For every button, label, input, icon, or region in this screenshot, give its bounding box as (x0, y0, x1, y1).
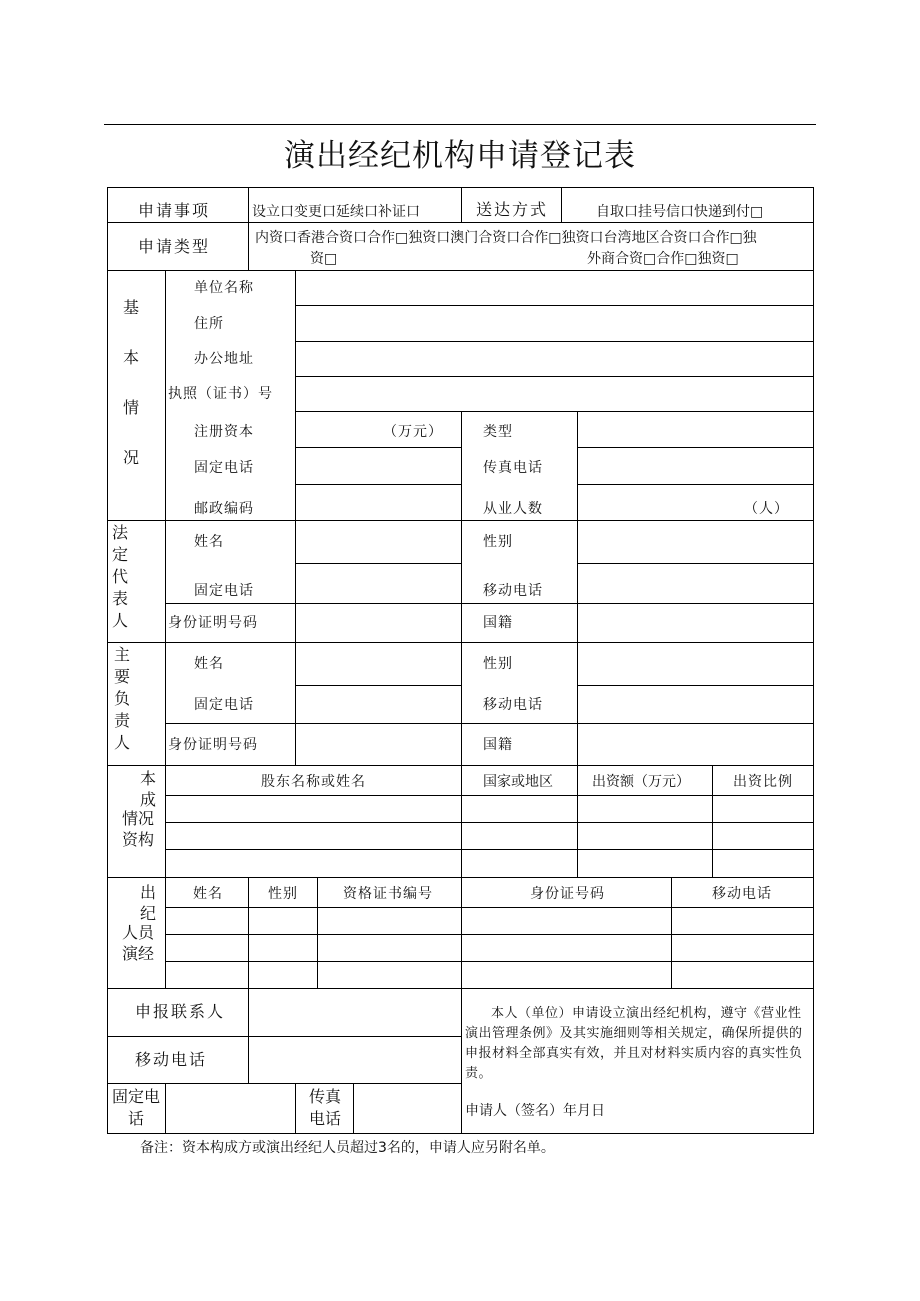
table-line (461, 411, 462, 765)
apply-item-options[interactable]: 设立口变更口延续口补证口 (252, 204, 420, 220)
agents-col-id: 身份证号码 (530, 886, 605, 902)
contact-person-label: 申报联系人 (135, 1002, 226, 1021)
form-title: 演出经纪机构申请登记表 (284, 138, 636, 174)
table-line (561, 187, 562, 222)
main-person-id-label: 身份证明号码 (168, 737, 258, 753)
main-person-mobile-label: 移动电话 (483, 697, 543, 713)
basic-info-section-label: 基本情况 (122, 298, 139, 467)
table-line (107, 1133, 813, 1134)
table-line (107, 270, 813, 271)
unit-name-label: 单位名称 (194, 280, 254, 296)
legal-rep-fixed-phone-label: 固定电话 (194, 583, 254, 599)
table-line (671, 877, 672, 988)
fax-label: 传真电话 (483, 460, 543, 476)
employees-label: 从业人数 (483, 501, 543, 517)
col-ratio: 出资比例 (733, 774, 793, 790)
table-line (353, 1083, 354, 1133)
main-person-name-label: 姓名 (194, 656, 224, 672)
table-line (248, 187, 249, 270)
capital-section-label-b: 情况资构 (121, 809, 154, 849)
capital-unit: （万元） (383, 424, 443, 440)
table-line (107, 222, 813, 223)
apply-type-options-cont[interactable]: 资□ (310, 251, 338, 267)
office-address-label: 办公地址 (194, 351, 254, 367)
table-line (165, 723, 813, 724)
table-line (107, 187, 813, 188)
table-line (248, 877, 249, 988)
footnote: 备注：资本构成方或演出经纪人员超过3名的，申请人应另附名单。 (140, 1140, 555, 1156)
table-line (317, 877, 318, 988)
table-line (165, 795, 813, 796)
table-line (165, 822, 813, 823)
table-line (295, 447, 461, 448)
table-line (295, 685, 461, 686)
apply-type-label: 申请类型 (138, 237, 211, 256)
agents-col-mobile: 移动电话 (712, 886, 772, 902)
apply-type-options-foreign[interactable]: 外商合资□合作□独资□ (587, 251, 739, 267)
legal-rep-nationality-label: 国籍 (483, 615, 513, 631)
main-person-nationality-label: 国籍 (483, 737, 513, 753)
table-line (107, 1083, 461, 1084)
col-country: 国家或地区 (483, 774, 553, 790)
license-no-label: 执照（证书）号 (168, 386, 273, 402)
col-amount: 出资额（万元） (592, 774, 690, 790)
table-line (461, 765, 462, 877)
apply-type-options[interactable]: 内资口香港合资口合作□独资口澳门合资口合作□独资口台湾地区合资口合作□独 (255, 230, 757, 246)
col-shareholder: 股东名称或姓名 (261, 774, 366, 790)
table-line (577, 484, 813, 485)
table-line (577, 685, 813, 686)
declaration-text: 本人（单位）申请设立演出经纪机构，遵守《营业性演出管理条例》及其实施细则等相关规定，确保所提供的申报材料全部真实有效，并且对材料实质内容的真实性负责。 (465, 1006, 803, 1081)
table-line (577, 563, 813, 564)
table-line (295, 305, 813, 306)
postal-code-label: 邮政编码 (194, 501, 254, 517)
agents-col-gender: 性别 (268, 886, 298, 902)
table-line (577, 765, 578, 877)
table-line (295, 1083, 296, 1133)
table-line (107, 877, 813, 878)
capital-section-label-a: 本成 (139, 769, 156, 809)
table-line (461, 988, 462, 1133)
table-line (165, 961, 813, 962)
agents-section-label-b: 人员演经 (121, 923, 154, 963)
table-line (461, 877, 462, 988)
legal-rep-section-label: 法定代表人 (111, 523, 128, 630)
type-label: 类型 (483, 424, 513, 440)
table-line (107, 520, 813, 521)
delivery-label: 送达方式 (476, 200, 549, 219)
delivery-options[interactable]: 自取口挂号信口快递到付□ (596, 204, 764, 220)
table-line (712, 765, 713, 877)
legal-rep-id-label: 身份证明号码 (168, 615, 258, 631)
signature-line: 申请人（签名）年月日 (465, 1103, 605, 1119)
table-line (165, 1083, 166, 1133)
table-line (295, 270, 296, 765)
table-line (165, 934, 813, 935)
agents-section-label-a: 出纪 (139, 883, 156, 923)
residence-label: 住所 (194, 316, 224, 332)
table-line (813, 187, 814, 1134)
registered-capital-label: 注册资本 (194, 424, 254, 440)
table-line (295, 563, 461, 564)
main-person-section-label: 主要负责人 (113, 645, 130, 752)
contact-fax-label: 传真电话 (308, 1087, 341, 1128)
table-line (107, 988, 813, 989)
table-line (107, 1036, 461, 1037)
table-line (107, 642, 813, 643)
table-line (165, 270, 166, 988)
table-line (295, 411, 813, 412)
table-line (295, 376, 813, 377)
table-line (165, 603, 813, 604)
fixed-phone-label: 固定电话 (194, 460, 254, 476)
table-line (577, 520, 578, 642)
employees-unit: （人） (744, 501, 789, 517)
legal-rep-name-label: 姓名 (194, 534, 224, 550)
table-line (577, 411, 578, 520)
main-person-fixed-phone-label: 固定电话 (194, 697, 254, 713)
apply-item-label: 申请事项 (138, 201, 211, 220)
table-line (165, 849, 813, 850)
table-line (295, 341, 813, 342)
table-line (107, 765, 813, 766)
main-person-gender-label: 性别 (483, 656, 513, 672)
legal-rep-mobile-label: 移动电话 (483, 583, 543, 599)
contact-mobile-label: 移动电话 (135, 1050, 208, 1069)
agents-col-cert: 资格证书编号 (343, 886, 433, 902)
table-line (295, 484, 461, 485)
agents-col-name: 姓名 (193, 886, 223, 902)
legal-rep-gender-label: 性别 (483, 534, 513, 550)
table-line (107, 187, 108, 1134)
table-line (165, 907, 813, 908)
table-line (577, 447, 813, 448)
contact-fixed-phone-label: 固定电话 (111, 1087, 160, 1128)
table-line (461, 187, 462, 222)
table-line (577, 642, 578, 765)
